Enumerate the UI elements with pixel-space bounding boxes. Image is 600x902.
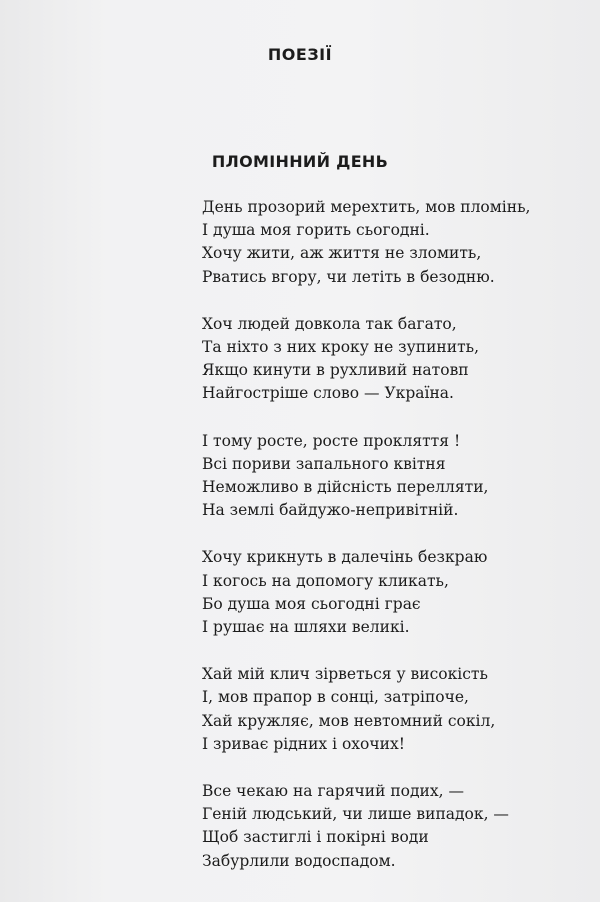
poem-line: Бо душа моя сьогодні грає [202,594,421,613]
poem-line: Та ніхто з них кроку не зупинить, [202,338,480,357]
poem-line: Забурлили водоспадом. [202,851,396,870]
poem-line: І, мов прапор в сонці, затріпоче, [202,688,469,707]
poem-line: Хоч людей довкола так багато, [202,314,457,333]
poem-line: Всі пориви запального квітня [202,454,446,473]
stanza-5 [202,663,582,756]
poem-line: На землі байдужо-непривітній. [202,501,459,520]
poem-line: Рватись вгору, чи летіть в безодню. [202,267,495,286]
stanza-2 [202,313,582,406]
poem-line: Хочу крикнуть в далечінь безкраю [202,548,488,567]
poem-body [202,196,582,897]
poem-line: Неможливо в дійсність перелляти, [202,478,489,497]
poem-line: Все чекаю на гарячий подих, — [202,782,464,801]
poem-line: Найгостріше слово — Україна. [202,384,454,403]
stanza-6 [202,780,582,873]
poem-line: День прозорий мерехтить, мов пломінь, [202,198,531,216]
stanza-3 [202,430,582,523]
poem-line: І когось на допомогу кликать, [202,571,449,590]
poem-line: Якщо кинути в рухливий натовп [202,361,469,380]
section-title: ПОЕЗІЇ [267,45,333,64]
poem-line: Хай мій клич зірветься у високість [202,665,488,684]
poem-line: Хочу жити, аж життя не зломить, [202,244,482,263]
poem-line: І зриває рідних і охочих! [202,734,405,753]
poem-line: Геній людський, чи лише випадок, — [202,805,509,824]
stanza-4 [202,546,582,639]
poem-line: Хай кружляє, мов невтомний сокіл, [202,711,496,730]
poem-line: І рушає на шляхи великі. [202,618,410,637]
poem-line: Щоб застиглі і покірні води [202,828,429,847]
stanza-1 [202,196,582,289]
poem-line: І тому росте, росте прокляття ! [202,431,461,450]
poem-title: ПЛОМІННИЙ ДЕНЬ [211,152,389,171]
poem-line: І душа моя горить сьогодні. [202,221,430,240]
